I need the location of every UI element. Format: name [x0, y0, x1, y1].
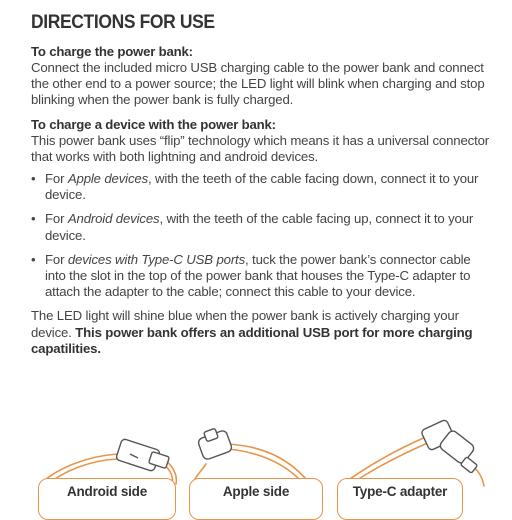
bullet-icon: •	[31, 211, 36, 227]
connector-illustrations	[0, 404, 512, 512]
instruction-list	[31, 171, 491, 300]
item-text: , with the teeth of the cable facing down, connect it to your device.	[45, 171, 479, 203]
list-item	[31, 252, 491, 301]
card-label: Type-C adapter	[352, 484, 448, 499]
device-type: Android devices	[67, 211, 160, 227]
closing-bold-text: This power bank offers an additional USB port for more charging capatilities.	[31, 324, 473, 356]
section-body: Connect the included micro USB charging cable to the power bank and connect the other end to a power source; the LED light will blink when charging and stop blinking when the power bank is fully charged.	[31, 60, 485, 108]
page-title: DIRECTIONS FOR USE	[31, 12, 215, 33]
item-text: For	[45, 171, 68, 187]
list-item	[31, 211, 491, 243]
section-body: This power bank uses “flip” technology which means it has a universal connector that works with both lightning and android devices.	[31, 132, 490, 164]
typec-adapter-icon	[421, 419, 478, 473]
directions-page	[31, 12, 491, 365]
android-side-card	[38, 478, 176, 520]
section-heading: To charge a device with the power bank:	[31, 116, 276, 132]
apple-side-card	[189, 478, 323, 520]
bullet-icon: •	[31, 171, 36, 187]
item-text: For	[45, 251, 68, 267]
charge-device-section	[31, 117, 491, 357]
closing-text: The LED light will shine blue when the power bank is actively charging your device.	[31, 308, 459, 340]
item-text: , tuck the power bank’s connector cable into the slot in the top of the power bank that houses the Type-C adapter to attach the adapter to the cable; connect this cable to your device.	[45, 251, 471, 300]
item-text: For	[45, 211, 68, 227]
device-type: Apple devices	[67, 171, 149, 187]
item-text: , with the teeth of the cable facing up, connect it to your device.	[45, 211, 474, 243]
device-type: devices with Type-C USB ports	[67, 251, 246, 267]
card-label: Android side	[66, 484, 148, 499]
section-heading: To charge the power bank:	[31, 44, 193, 59]
bullet-icon: •	[31, 251, 36, 267]
type-c-adapter-card	[337, 478, 463, 520]
card-label: Apple side	[222, 484, 290, 499]
charge-power-bank-section	[31, 44, 491, 109]
android-plug-icon	[116, 438, 170, 471]
closing-paragraph	[31, 308, 491, 357]
apple-plug-icon	[197, 428, 233, 460]
list-item	[31, 171, 491, 203]
